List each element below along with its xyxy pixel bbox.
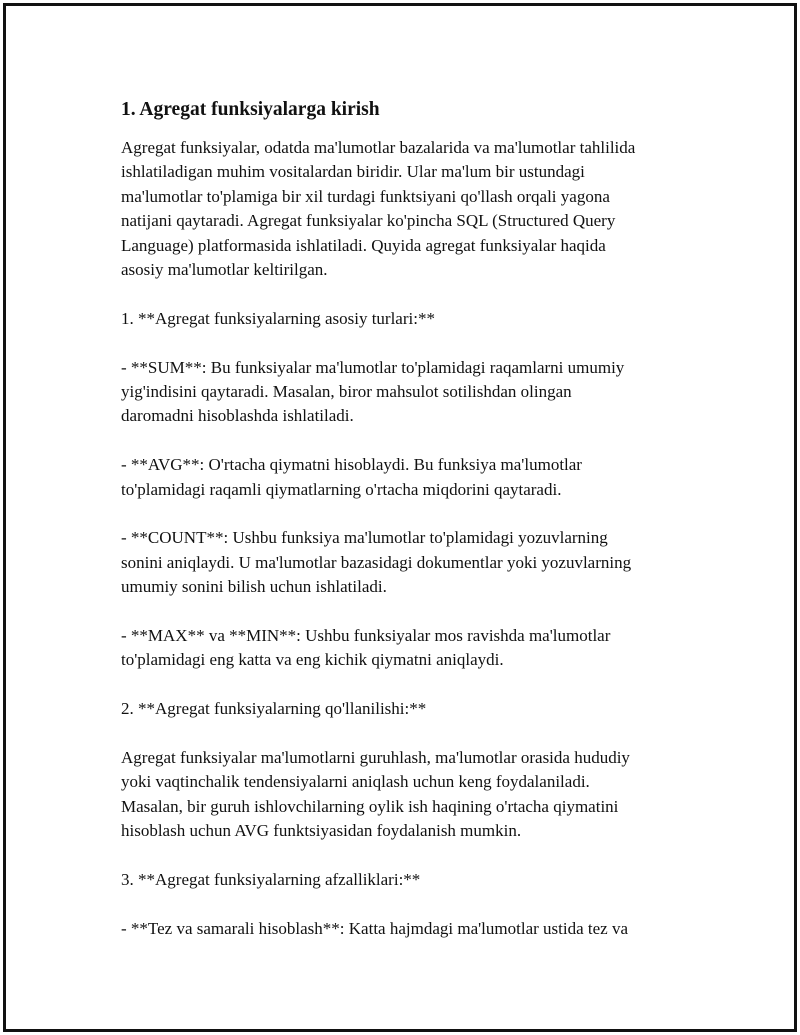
paragraph-gap	[121, 600, 696, 624]
usage-paragraph: Agregat funksiyalar ma'lumotlarni guruhlash, ma'lumotlar orasida hududiy yoki vaqtinchalik tendensiyalarni aniqlash uchun keng foydalaniladi. Masalan, bir guruh ishlovchilarning oylik ish haqining o'rtacha qiymatini hisoblash uchun AVG funktsiyasidan foydalanish mumkin.	[121, 748, 630, 841]
list-item-sum: - **SUM**: Bu funksiyalar ma'lumotlar to'plamidagi raqamlarni umumiy yig'indisini qaytaradi. Masalan, biror mahsulot sotilishdan olingan daromadni hisoblashda ishlatiladi.	[121, 357, 625, 426]
paragraph-gap	[121, 722, 696, 746]
list-item-fast-calculation: - **Tez va samarali hisoblash**: Katta hajmdagi ma'lumotlar ustida tez va	[121, 918, 628, 938]
page-frame	[3, 3, 797, 1032]
paragraph-gap	[121, 673, 696, 697]
list-item-count: - **COUNT**: Ushbu funksiya ma'lumotlar to'plamidagi yozuvlarning sonini aniqlaydi. U ma'lumotlar bazasidagi dokumentlar yoki yozuvlarning umumiy sonini bilish uchun ishlatiladi.	[121, 528, 632, 597]
document-title: 1. Agregat funksiyalarga kirish	[121, 99, 380, 120]
list-item-max-min: - **MAX** va **MIN**: Ushbu funksiyalar mos ravishda ma'lumotlar to'plamidagi eng katta va eng kichik qiymatni aniqlaydi.	[121, 626, 611, 670]
paragraph-gap	[121, 892, 696, 916]
list-item-avg: - **AVG**: O'rtacha qiymatni hisoblaydi. Bu funksiya ma'lumotlar to'plamidagi raqamli qiymatlarning o'rtacha miqdorini qaytaradi.	[121, 455, 582, 499]
paragraph-gap	[121, 282, 696, 306]
paragraph-gap	[121, 331, 696, 355]
section-heading-advantages: 3. **Agregat funksiyalarning afzalliklari:**	[121, 870, 421, 890]
paragraph-gap	[121, 844, 696, 868]
document-body	[121, 96, 696, 941]
paragraph-gap	[121, 502, 696, 526]
section-heading-types: 1. **Agregat funksiyalarning asosiy turlari:**	[121, 308, 435, 328]
section-heading-usage: 2. **Agregat funksiyalarning qo'llanilishi:**	[121, 699, 427, 719]
paragraph-gap	[121, 429, 696, 453]
intro-paragraph: Agregat funksiyalar, odatda ma'lumotlar bazalarida va ma'lumotlar tahlilida ishlatiladigan muhim vositalardan biridir. Ular ma'lum bir ustundagi ma'lumotlar to'plamiga bir xil turdagi funktsiyani qo'llash orqali yagona natijani qaytaradi. Agregat funksiyalar ko'pincha SQL (Structured Query Language) platformasida ishlatiladi. Quyida agregat funksiyalar haqida asosiy ma'lumotlar keltirilgan.	[121, 138, 636, 280]
